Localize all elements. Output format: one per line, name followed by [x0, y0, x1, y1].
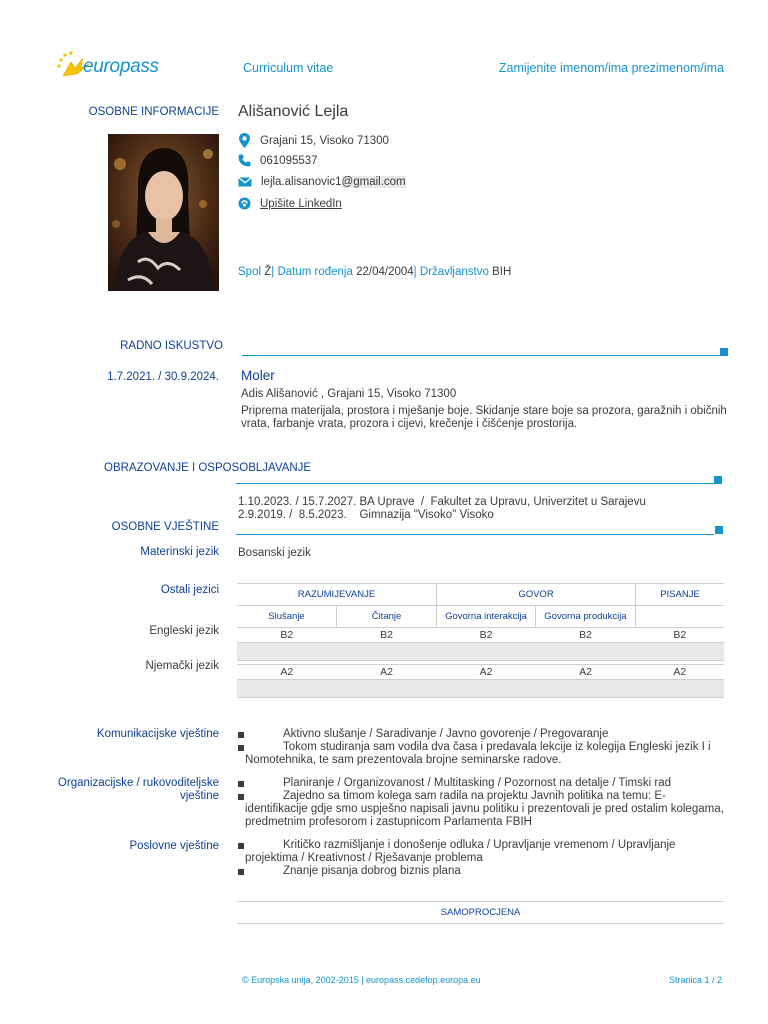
mother-tongue-value: Bosanski jezik — [238, 547, 311, 559]
certificate-row — [237, 680, 724, 698]
work-section-marker — [720, 348, 728, 356]
location-pin-icon — [238, 133, 251, 148]
education-section-title: OBRAZOVANJE I OSPOSOBLJAVANJE — [104, 462, 312, 474]
bullet-icon — [238, 869, 244, 875]
personal-details-line — [238, 266, 511, 278]
work-description: Priprema materijala, prostora i mješanje boje. Skidanje stare boje sa prozora, garažnih i običnih vrata, farbanje vrata, prozora i cijevi, krečenje i čišćenje prostorija. — [241, 405, 727, 430]
listening-header: Slušanje — [237, 606, 337, 628]
level-cell: B2 — [479, 629, 493, 641]
work-employer: Adis Ališanović , Grajani 15, Visoko 71300 — [241, 388, 457, 400]
email-row — [238, 176, 406, 188]
bullet-icon — [238, 745, 244, 751]
phone-icon — [238, 154, 251, 167]
footer-page-number: Stranica 1 / 2 — [668, 975, 722, 985]
communication-label: Komunikacijske vještine — [96, 728, 219, 740]
other-languages-label: Ostali jezici — [160, 584, 219, 596]
understanding-header: RAZUMIJEVANJE — [237, 584, 437, 606]
bullet-icon — [238, 732, 244, 738]
mother-tongue-label: Materinski jezik — [140, 546, 219, 558]
certificate-row — [237, 643, 724, 661]
level-cell: B2 — [579, 629, 592, 641]
list-item: Znanje pisanja dobrog biznis plana — [238, 865, 726, 878]
profile-photo — [108, 134, 219, 291]
language-row — [237, 665, 724, 680]
dob-label: | Datum rođenja — [271, 266, 353, 278]
education-section-marker — [714, 476, 722, 484]
language-name: Njemački jezik — [145, 660, 219, 672]
address-row — [238, 133, 389, 148]
skills-section-marker — [715, 526, 723, 534]
level-cell: A2 — [636, 665, 725, 680]
level-cell: B2 — [673, 629, 687, 641]
dob-value: 22/04/2004 — [356, 266, 414, 278]
language-table-header — [237, 584, 724, 606]
education-entry: 1.10.2023. / 15.7.2027. BA Uprave / Fakultet za Upravu, Univerzitet u Sarajevu — [238, 496, 646, 508]
work-dates: 1.7.2021. / 30.9.2024. — [107, 371, 219, 383]
list-item: Planiranje / Organizovanost / Multitasking / Pozornost na detalje / Timski rad — [238, 777, 726, 790]
production-header: Govorna produkcija — [536, 606, 636, 628]
work-job-title: Moler — [241, 368, 275, 383]
email-user: lejla.alisanovic1 — [261, 176, 342, 188]
level-cell: B2 — [280, 629, 294, 641]
list-item: Tokom studiranja sam vodila dva časa i predavala lekcije iz kolegija Engleski jezik I i Nomotehnika, te sam prezentovala brojne seminarske radove. — [238, 741, 726, 767]
linkedin-icon — [238, 197, 251, 210]
europass-logo — [55, 50, 160, 80]
address-text: Grajani 15, Visoko 71300 — [260, 134, 389, 147]
education-section-divider — [236, 483, 714, 484]
sex-label: Spol — [238, 266, 262, 278]
organizational-list — [238, 777, 726, 829]
skills-section-title: OSOBNE VJEŠTINE — [111, 521, 219, 533]
citizenship-value: BIH — [492, 266, 512, 278]
language-row — [237, 628, 724, 643]
footer-copyright: © Europska unija, 2002-2015 | europass.cedefop.europa.eu — [242, 975, 481, 985]
reading-header: Čitanje — [337, 606, 437, 628]
work-section-divider — [242, 355, 720, 356]
list-item: Kritičko razmišljanje i donošenje odluka / Upravljanje vremenom / Upravljanje projektima / Kreativnost / Rješavanje problema — [238, 839, 726, 865]
language-table-subheader — [237, 606, 724, 628]
level-cell: A2 — [437, 665, 536, 680]
language-table — [237, 583, 724, 698]
language-name: Engleski jezik — [149, 625, 219, 637]
email-link[interactable] — [261, 176, 406, 188]
business-list — [238, 839, 726, 878]
bullet-icon — [238, 843, 244, 849]
phone-text: 061095537 — [260, 154, 318, 167]
list-item: Zajedno sa timom kolega sam radila na projektu Javnih politika na temu: E-identifikacije gdje smo uspješno napisali javnu politiku i prezentovali je pred ostalim kolegama, predmetnim profesorom i zastupnicom Parlamenta FBIH — [238, 790, 726, 829]
person-name: Ališanović Lejla — [238, 103, 349, 120]
writing-header: PISANJE — [636, 584, 725, 606]
logo-text: europass — [83, 56, 159, 77]
bullet-icon — [238, 781, 244, 787]
email-domain: @gmail.com — [341, 176, 406, 188]
business-label: Poslovne vještine — [129, 840, 219, 852]
self-assessment-box — [237, 901, 724, 924]
personal-section-label: OSOBNE INFORMACIJE — [88, 106, 219, 118]
self-assessment-label: SAMOPROCJENA — [440, 907, 521, 918]
phone-row — [238, 154, 318, 167]
linkedin-row — [238, 197, 342, 210]
name-placeholder: Zamijenite imenom/ima prezimenom/ima — [498, 61, 724, 75]
cv-label: Curriculum vitae — [243, 61, 334, 75]
linkedin-link[interactable]: Upišite LinkedIn — [260, 197, 342, 210]
organizational-label: Organizacijske / rukovoditeljske vještine — [57, 777, 219, 802]
writing-subheader — [636, 606, 725, 628]
list-item: Aktivno slušanje / Saradivanje / Javno govorenje / Pregovaranje — [238, 728, 726, 741]
education-entry: 2.9.2019. / 8.5.2023. Gimnazija "Visoko" Visoko — [238, 509, 494, 521]
communication-list — [238, 728, 726, 767]
level-cell: A2 — [337, 665, 437, 680]
bullet-icon — [238, 794, 244, 800]
level-cell: B2 — [380, 629, 393, 641]
level-cell: A2 — [536, 665, 636, 680]
speaking-header: GOVOR — [437, 584, 636, 606]
work-section-title: RADNO ISKUSTVO — [120, 340, 223, 352]
sex-value: Ž — [264, 266, 272, 278]
skills-section-divider — [236, 534, 714, 535]
email-icon — [238, 177, 252, 187]
citizenship-label: | Državljanstvo — [413, 266, 489, 278]
interaction-header: Govorna interakcija — [437, 606, 536, 628]
level-cell: A2 — [237, 665, 337, 680]
